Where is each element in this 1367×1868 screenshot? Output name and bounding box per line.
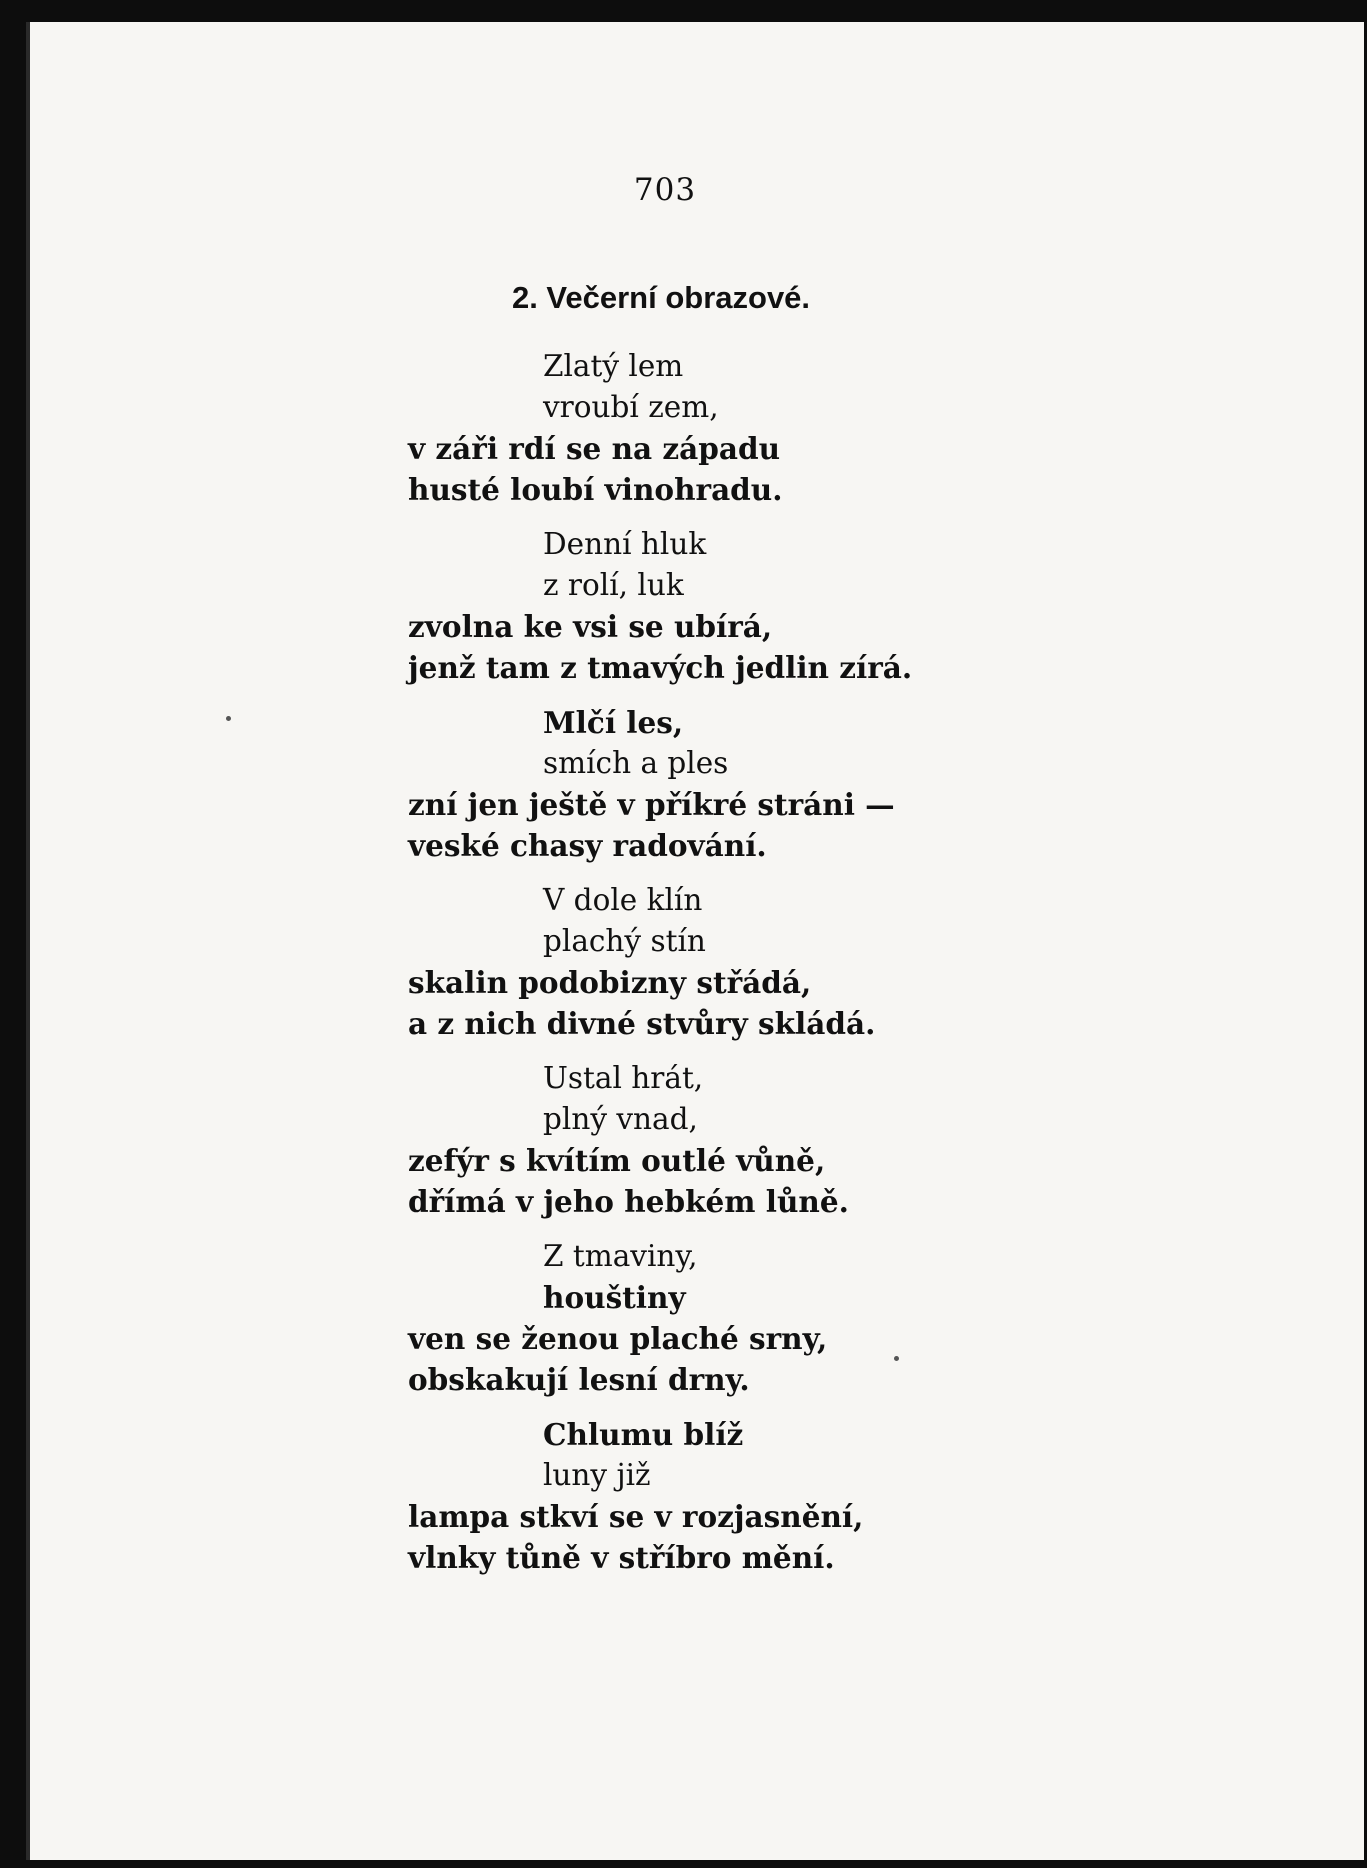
poem-line: zvolna ke vsi se ubírá, [408,609,773,644]
page-number: 703 [633,172,697,208]
poem-line: Mlčí les, [543,705,684,740]
poem-line: luny již [543,1458,651,1492]
poem-line: vlnky tůně v stříbro mění. [408,1540,835,1575]
poem-line: Denní hluk [543,527,707,561]
poem-line: a z nich divné stvůry skládá. [408,1006,876,1041]
poem-line: V dole klín [543,883,703,917]
stanza [408,524,968,688]
poem-line: Chlumu blíž [543,1417,744,1452]
poem-line: v záři rdí se na západu [408,431,781,466]
poem-line: veské chasy radování. [408,828,767,863]
poem-line: skalin podobizny střádá, [408,965,812,1000]
scanned-page [26,22,1364,1860]
poem-line: husté loubí vinohradu. [408,472,783,507]
poem-line: Ustal hrát, [543,1061,704,1095]
poem-line: Z tmaviny, [543,1239,698,1273]
stanza [408,1236,968,1400]
poem-line: zefýr s kvítím outlé vůně, [408,1143,826,1178]
poem-line: Zlatý lem [543,349,684,383]
poem-title: 2. Večerní obrazové. [511,280,811,315]
poem-line: smích a ples [543,746,729,780]
stanza [408,880,968,1044]
stanza [408,1414,968,1578]
poem-line: z rolí, luk [543,568,684,602]
poem-line: obskakují lesní drny. [408,1362,750,1397]
stanza [408,346,968,510]
poem-line: dřímá v jeho hebkém lůně. [408,1184,849,1219]
poem-line: lampa stkví se v rozjasnění, [408,1499,864,1534]
poem-line: ven se ženou plaché srny, [408,1321,828,1356]
poem-line: zní jen ještě v příkré stráni — [408,787,895,822]
poem-body [408,346,968,1592]
poem-line: plachý stín [543,924,706,958]
poem-line: plný vnad, [543,1102,698,1136]
poem-line: jenž tam z tmavých jedlin zírá. [408,650,913,685]
poem-line: houštiny [543,1280,686,1315]
scan-speck [894,1356,899,1361]
poem-line: vroubí zem, [543,390,719,424]
stanza [408,1058,968,1222]
scan-speck [226,716,231,721]
stanza [408,702,968,866]
